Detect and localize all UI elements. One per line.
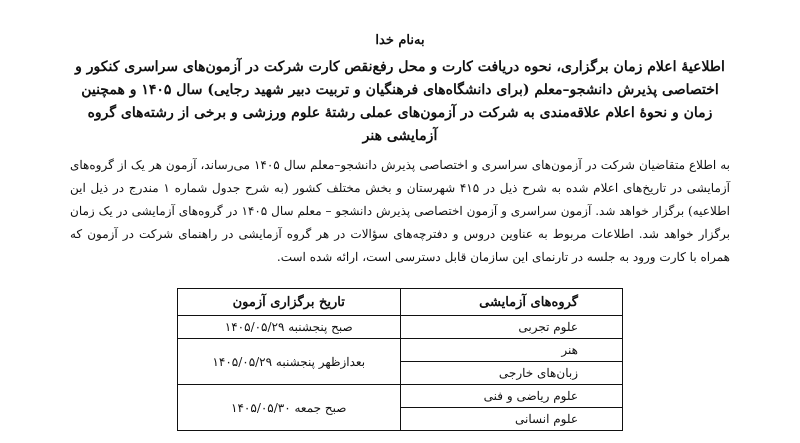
date-cell: صبح پنجشنبه ۱۴۰۵/۰۵/۲۹ xyxy=(178,316,401,339)
basmala-heading: به‌نام خدا xyxy=(375,33,425,48)
announcement-title: اطلاعیهٔ اعلام زمان برگزاری، نحوه دریافت کارت و محل رفع‌نقص کارت شرکت در آزمون‌های سراسری کنکور و اختصاصی پذیرش دانشجو–معلم (برای دانشگاه‌های فرهنگیان و تربیت دبیر شهید رجایی) سال ۱۴۰۵ و همچنین زمان و نحوهٔ اعلام علاقه‌مندی به شرکت در آزمون‌های عملی رشتهٔ علوم ورزشی و برخی از رشته‌های گروه آزمایشی هنر xyxy=(75,59,725,144)
table-row xyxy=(178,316,623,339)
group-cell: علوم انسانی xyxy=(400,408,623,431)
table-row xyxy=(178,385,623,408)
group-cell: زبان‌های خارجی xyxy=(400,362,623,385)
table-header-row xyxy=(178,289,623,316)
date-cell: صبح جمعه ۱۴۰۵/۰۵/۳۰ xyxy=(178,385,401,431)
date-cell: بعدازظهر پنجشنبه ۱۴۰۵/۰۵/۲۹ xyxy=(178,339,401,385)
date-column-header: تاریخ برگزاری آزمون xyxy=(178,289,401,316)
group-cell: علوم تجربی xyxy=(400,316,623,339)
table-row xyxy=(178,339,623,362)
group-column-header: گروه‌های آزمایشی xyxy=(400,289,623,316)
exam-schedule-table xyxy=(177,288,623,431)
group-cell: هنر xyxy=(400,339,623,362)
announcement-paragraph: به اطلاع متقاضیان شرکت در آزمون‌های سراسری و اختصاصی پذیرش دانشجو–معلم سال ۱۴۰۵ می‌رساند، آزمون هر یک از گروه‌های آزمایشی در تاریخ‌های اعلام شده به شرح ذیل در ۴۱۵ شهرستان و بخش مختلف کشور (به شرح جدول شماره ۱ مندرج در ذیل این اطلاعیه) برگزار خواهد شد. آزمون سراسری و آزمون اختصاصی پذیرش دانشجو – معلم سال ۱۴۰۵ در گروه‌های آزمایشی در یک زمان برگزار خواهد شد. اطلاعات مربوط به عناوین دروس و دفترچه‌های سؤالات در هر گروه آزمایشی در راهنمای شرکت در آزمون که همراه با کارت ورود به جلسه در تارنمای این سازمان قابل دسترسی است، ارائه شده است. xyxy=(70,158,730,264)
group-cell: علوم ریاضی و فنی xyxy=(400,385,623,408)
